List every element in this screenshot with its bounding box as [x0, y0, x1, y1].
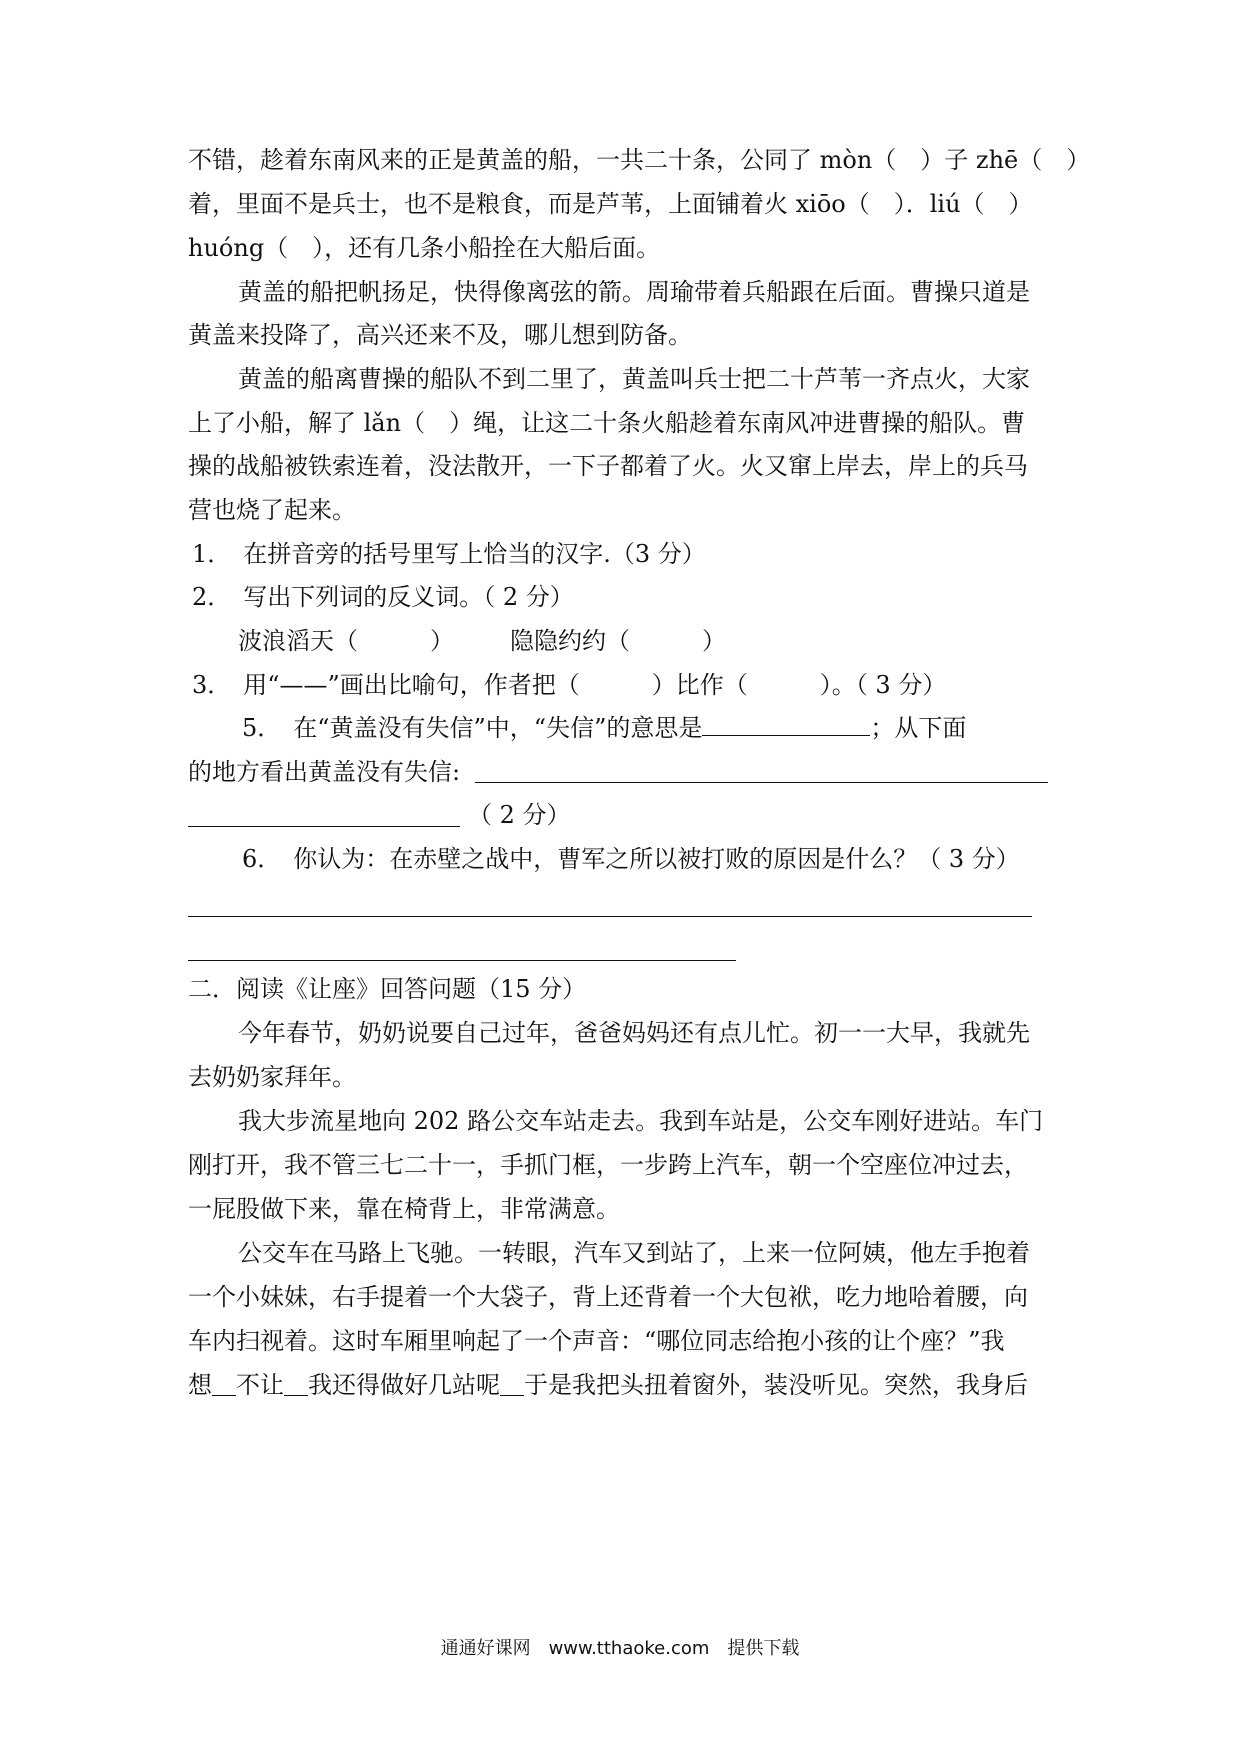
passage-line: 我大步流星地向 202 路公交车站走去。我到车站是，公交车刚好进站。车门: [238, 1107, 1044, 1135]
question-2-word-2: 隐隐约约（ ）: [510, 627, 726, 655]
answer-line[interactable]: [475, 782, 1048, 783]
question-5: [242, 713, 1062, 743]
question-2: 2． 写出下列词的反义词。（ 2 分）: [192, 583, 574, 611]
question-5-prompt: 的地方看出黄盖没有失信:: [188, 758, 461, 786]
passage-line: 公交车在马路上飞驰。一转眼，汽车又到站了，上来一位阿姨，他左手抱着: [238, 1239, 1030, 1267]
passage-line: 黄盖来投降了，高兴还来不及，哪儿想到防备。: [188, 321, 692, 349]
answer-line[interactable]: [188, 960, 736, 961]
passage-line: 营也烧了起来。: [188, 496, 356, 524]
passage-line: 黄盖的船离曹操的船队不到二里了，黄盖叫兵士把二十芦苇一齐点火，大家: [238, 365, 1030, 393]
passage-line: 着，里面不是兵士，也不是粮食，而是芦苇，上面铺着火 xiōo（ ）．liú（ ）: [188, 190, 1033, 218]
answer-blank[interactable]: [702, 713, 870, 736]
question-3: 3． 用“——”画出比喻句，作者把（ ）比作（ ）。（ 3 分）: [192, 671, 947, 699]
passage-line: 黄盖的船把帆扬足，快得像离弦的箭。周瑜带着兵船跟在后面。曹操只道是: [238, 278, 1030, 306]
answer-line[interactable]: [188, 916, 1032, 917]
passage-line: 一个小妹妹，右手提着一个大袋子，背上还背着一个大包袱，吃力地哈着腰，向: [188, 1283, 1028, 1311]
passage-line: 刚打开，我不管三七二十一，手抓门框，一步跨上汽车，朝一个空座位冲过去，: [188, 1151, 1028, 1179]
passage-line: 车内扫视着。这时车厢里响起了一个声音：“哪位同志给抱小孩的让个座？”我: [188, 1327, 1005, 1355]
passage-line: 不错，趁着东南风来的正是黄盖的船，一共二十条，公同了 mòn（ ）子 zhē（ ）: [188, 146, 1091, 174]
passage-line: huóng（ ），还有几条小船拴在大船后面。: [188, 234, 661, 262]
passage-line: 想＿不让＿我还得做好几站呢＿于是我把头扭着窗外，装没听见。突然，我身后: [188, 1371, 1028, 1399]
question-6: 6． 你认为：在赤壁之战中，曹军之所以被打败的原因是什么？（ 3 分）: [242, 845, 1020, 873]
footer-text: 通通好课网 www.tthaoke.com 提供下载: [440, 1638, 800, 1659]
passage-line: 操的战船被铁索连着，没法散开，一下子都着了火。火又窜上岸去，岸上的兵马: [188, 452, 1028, 480]
passage-line: 一屁股做下来，靠在椅背上，非常满意。: [188, 1195, 620, 1223]
question-5-text: 5． 在“黄盖没有失信”中，“失信”的意思是: [242, 714, 703, 742]
question-5-text-cont: ；从下面: [870, 714, 967, 742]
question-1: 1． 在拼音旁的括号里写上恰当的汉字.（3 分）: [192, 540, 706, 568]
question-5-score: （ 2 分）: [468, 801, 571, 829]
passage-line: 今年春节，奶奶说要自己过年，爸爸妈妈还有点儿忙。初一一大早，我就先: [238, 1019, 1030, 1047]
section-2-heading: 二．阅读《让座》回答问题（15 分）: [188, 975, 587, 1003]
passage-line: 上了小船，解了 lǎn（ ）绳，让这二十条火船趁着东南风冲进曹操的船队。曹: [188, 409, 1026, 437]
answer-line[interactable]: [188, 826, 460, 827]
question-2-word-1: 波浪滔天（ ）: [238, 627, 454, 655]
passage-line: 去奶奶家拜年。: [188, 1063, 356, 1091]
